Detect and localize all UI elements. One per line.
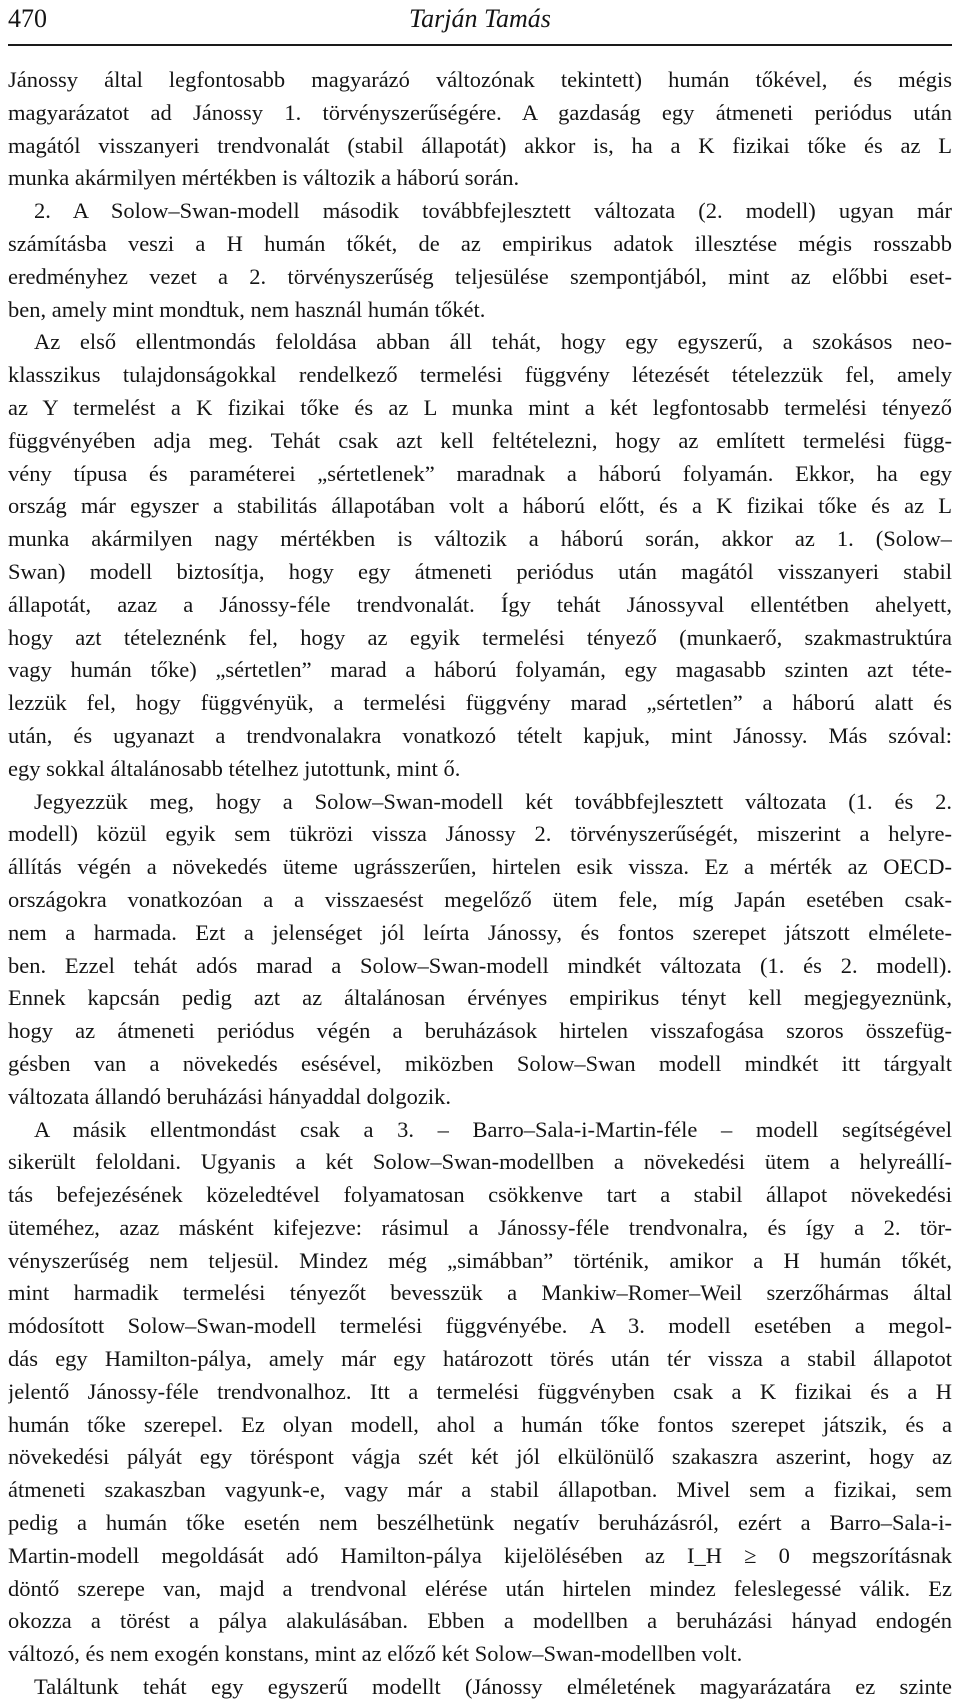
text-line: számításba veszi a H humán tőkét, de az empirikus adatok illesztése mégis rosszabb bbox=[8, 230, 952, 256]
page-number: 470 bbox=[8, 4, 47, 33]
text-line: lezzük fel, hogy függvényük, a termelési függvény marad „sértetlen” a háború alatt és bbox=[8, 690, 952, 716]
text-line: ben, amely mint mondtuk, nem használ humán tőkét. bbox=[8, 296, 486, 322]
text-line: modell) közül egyik sem tükrözi vissza Jánossy 2. törvényszerűségét, miszerint a helyre- bbox=[8, 821, 952, 847]
text-line: növekedési pályát egy töréspont vágja szét két jól elkülönülő szakaszra aszerint, hogy az bbox=[8, 1444, 952, 1470]
text-line: változó, és nem exogén konstans, mint az előző két Solow–Swan-modellben volt. bbox=[8, 1641, 743, 1667]
text-line: vény típusa és paraméterei „sértetlenek” maradnak a háború folyamán. Ekkor, ha egy bbox=[8, 460, 952, 486]
running-head-author: Tarján Tamás bbox=[409, 4, 551, 33]
text-line: tás befejezésének közeledtével folyamatosan csökkenve tart a stabil állapot növekedési bbox=[8, 1182, 952, 1208]
text-line: egy sokkal általánosabb tételhez jutottunk, mint ő. bbox=[8, 755, 461, 781]
text-line: Az első ellentmondás feloldása abban áll tehát, hogy egy egyszerű, a szokásos neo- bbox=[34, 329, 952, 355]
text-line: magyarázatot ad Jánossy 1. törvényszerűségére. A gazdaság egy átmeneti periódus után bbox=[8, 99, 952, 125]
text-line: hogy azt tételeznénk fel, hogy az egyik termelési tényező (munkaerő, szakmastruktúra bbox=[8, 624, 952, 650]
text-line: után, és ugyanazt a trendvonalakra vonatkozó tételt kapjuk, mint Jánossy. Más szóval: bbox=[8, 722, 952, 748]
text-line: nem a harmada. Ezt a jelenséget jól leírta Jánossy, és fontos szerepet játszott elmélete- bbox=[8, 919, 952, 945]
text-line: állapotát, azaz a Jánossy-féle trendvonalát. Így tehát Jánossyval ellentétben ahelyett, bbox=[8, 591, 952, 617]
text-line: okozza a törést a pálya alakulásában. Ebben a modellben a beruházási hányad endogén bbox=[8, 1608, 952, 1634]
text-line: ország már egyszer a stabilitás állapotában volt a háború előtt, és a K fizikai tőke és az L bbox=[8, 493, 952, 519]
text-line: dás egy Hamilton-pálya, amely már egy határozott törés után tér vissza a stabil állapotot bbox=[8, 1346, 952, 1372]
text-line: jelentő Jánossy-féle trendvonalhoz. Itt a termelési függvényben csak a K fizikai és a H bbox=[8, 1378, 952, 1404]
text-line: humán tőke szerepel. Ez olyan modell, ahol a humán tőke fontos szerepet játszik, és a bbox=[8, 1411, 952, 1437]
text-line: gésben van a növekedés esésével, miközben Solow–Swan modell mindkét itt tárgyalt bbox=[8, 1050, 952, 1076]
text-line: állítás végén a növekedés üteme ugrásszerűen, hirtelen esik vissza. Ez a mérték az OECD- bbox=[8, 854, 952, 880]
text-line: hogy az átmeneti periódus végén a beruházások hirtelen visszafogása szoros összefüg- bbox=[8, 1018, 952, 1044]
text-line: munka akármilyen nagy mértékben is változik a háború során, akkor az 1. (Solow– bbox=[8, 526, 952, 552]
text-line: vagy humán tőke) „sértetlen” marad a háború folyamán, egy magasabb szinten azt téte- bbox=[8, 657, 952, 683]
text-line: klasszikus tulajdonságokkal rendelkező termelési függvény létezését tételezzük fel, amely bbox=[8, 362, 952, 388]
text-line: Swan) modell biztosítja, hogy egy átmeneti periódus után magától visszanyeri stabil bbox=[8, 558, 952, 584]
text-line: az Y termelést a K fizikai tőke és az L munka mint a két legfontosabb termelési tényező bbox=[8, 394, 952, 420]
text-line: ben. Ezzel tehát adós marad a Solow–Swan-modell mindkét változata (1. és 2. modell). bbox=[8, 952, 952, 978]
text-line: döntő szerepe van, majd a trendvonal elérése után hirtelen mindez feleslegessé válik. Ez bbox=[8, 1575, 952, 1601]
text-line: Találtunk tehát egy egyszerű modellt (Jánossy elméletének magyarázatára ez szinte bbox=[34, 1674, 952, 1700]
page-header bbox=[8, 4, 952, 34]
text-line: mint harmadik termelési tényezőt bevesszük a Mankiw–Romer–Weil szerzőhármas által bbox=[8, 1280, 952, 1306]
text-line: üteméhez, azaz másként kifejezve: rásimul a Jánossy-féle trendvonalra, és így a 2. tör- bbox=[8, 1214, 952, 1240]
text-line: 2. A Solow–Swan-modell második továbbfejlesztett változata (2. modell) ugyan már bbox=[34, 198, 952, 224]
body-text bbox=[8, 64, 952, 1704]
text-line: átmeneti szakaszban vagyunk-e, vagy már a stabil állapotban. Mivel sem a fizikai, sem bbox=[8, 1477, 952, 1503]
header-rule bbox=[8, 44, 952, 46]
text-line: sikerült feloldani. Ugyanis a két Solow–Swan-modellben a növekedési ütem a helyreállí- bbox=[8, 1149, 952, 1175]
text-line: módosított Solow–Swan-modell termelési függvényébe. A 3. modell esetében a megol- bbox=[8, 1313, 952, 1339]
text-line: Jánossy által legfontosabb magyarázó változónak tekintett) humán tőkével, és mégis bbox=[8, 67, 952, 92]
text-line: magától visszanyeri trendvonalát (stabil állapotát) akkor is, ha a K fizikai tőke és az L bbox=[8, 132, 952, 158]
text-line: országokra vonatkozóan a a visszaesést megelőző ütem fele, míg Japán esetében csak- bbox=[8, 886, 952, 912]
text-line: Martin-modell megoldását adó Hamilton-pálya kijelölésében az I_H ≥ 0 megszorításnak bbox=[8, 1542, 952, 1568]
text-line: változata állandó beruházási hányaddal dolgozik. bbox=[8, 1083, 451, 1109]
text-line: függvényében adja meg. Tehát csak azt kell feltételezni, hogy az említett termelési függ- bbox=[8, 427, 952, 453]
text-line: Ennek kapcsán pedig azt az általánosan érvényes empirikus tényt kell megjegyeznünk, bbox=[8, 985, 952, 1011]
text-line: Jegyezzük meg, hogy a Solow–Swan-modell két továbbfejlesztett változata (1. és 2. bbox=[34, 788, 952, 814]
text-line: eredményhez vezet a 2. törvényszerűség teljesülése szempontjából, mint az előbbi eset- bbox=[8, 263, 952, 289]
text-line: munka akármilyen mértékben is változik a háború során. bbox=[8, 165, 520, 191]
text-line: vényszerűség nem teljesül. Mindez még „simábban” történik, amikor a H humán tőkét, bbox=[8, 1247, 952, 1273]
text-line: A másik ellentmondást csak a 3. – Barro–Sala-i-Martin-féle – modell segítségével bbox=[34, 1116, 952, 1142]
text-line: pedig a humán tőke esetén nem beszélhetünk negatív beruházásról, ezért a Barro–Sala-i- bbox=[8, 1510, 952, 1536]
